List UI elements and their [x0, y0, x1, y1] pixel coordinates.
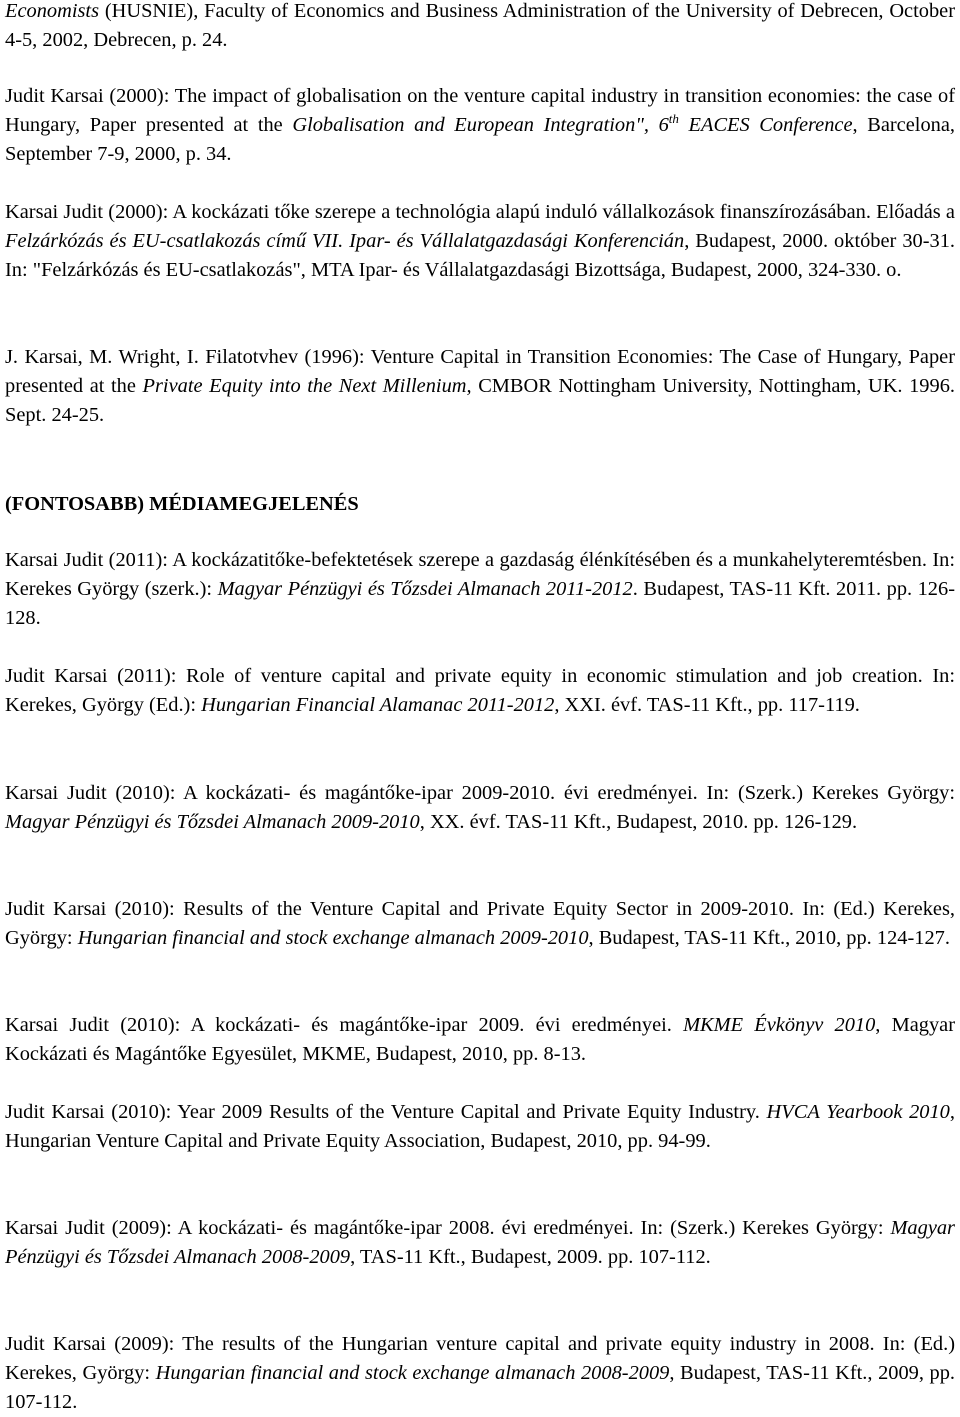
entry-text: , TAS-11 Kft., Budapest, 2009. pp. 107-112.	[350, 1246, 711, 1268]
entry-italic-title: Private Equity into the Next Millenium,	[142, 375, 472, 397]
entry-superscript: th	[668, 111, 679, 127]
entry-text: , Barcelona, September 7-9, 2000, p. 34.	[5, 114, 955, 165]
entry-text: Judit Karsai (2010): Results of the Venture Capital and Private Equity Sector in 2009-2010. In: (Ed.) Kerekes, György:	[5, 898, 955, 949]
entry-text: Judit Karsai (2010): Year 2009 Results of the Venture Capital and Private Equity Industry.	[5, 1101, 767, 1123]
media-entry	[5, 1011, 955, 1069]
media-entry	[5, 1330, 955, 1417]
entry-text: , XX. évf. TAS-11 Kft., Budapest, 2010. pp. 126-129.	[419, 811, 858, 833]
entry-italic-title: Hungarian Financial Alamanac 2011-2012	[201, 694, 555, 716]
media-entry	[5, 546, 955, 633]
entry-text: , Budapest, 2000. október 30-31. In: "Felzárkózás és EU-csatlakozás", MTA Ipar- és Vállalatgazdasági Bizottsága, Budapest, 2000, 324-330. o.	[5, 230, 955, 281]
reference-entry	[5, 82, 955, 169]
entry-italic-title: Globalisation and European Integration", 6	[292, 114, 669, 136]
media-entry	[5, 779, 955, 837]
entry-italic-title: Magyar Pénzügyi és Tőzsdei Almanach 2009-2010	[5, 811, 420, 833]
entry-italic-title: MKME Évkönyv 2010	[683, 1014, 876, 1036]
section-heading: (FONTOSABB) MÉDIAMEGJELENÉS	[5, 493, 359, 515]
entry-text: , Budapest, TAS-11 Kft., 2009, pp. 107-112.	[5, 1362, 956, 1413]
entry-text: CMBOR Nottingham University, Nottingham, UK. 1996. Sept. 24-25.	[5, 375, 955, 426]
reference-entry	[5, 198, 955, 285]
entry-text: Karsai Judit (2011): A kockázatitőke-befektetések szerepe a gazdaság élénkítésében és a munkahelyteremtésben. In: Kerekes György (szerk.):	[5, 549, 955, 600]
entry-text: . Budapest, TAS-11 Kft. 2011. pp. 126-128.	[5, 578, 955, 629]
entry-text: Karsai Judit (2010): A kockázati- és magántőke-ipar 2009. évi eredményei.	[5, 1014, 684, 1036]
entry-text: (HUSNIE), Faculty of Economics and Business Administration of the University of Debrecen, October 4-5, 2002, Debrecen, p. 24.	[5, 0, 955, 51]
entry-italic-title: Magyar Pénzügyi és Tőzsdei Almanach 2008-2009	[5, 1217, 955, 1268]
entry-text: , Magyar Kockázati és Magántőke Egyesület, MKME, Budapest, 2010, pp. 8-13.	[5, 1014, 955, 1065]
entry-italic-title: Hungarian financial and stock exchange almanach 2008-2009	[155, 1362, 670, 1384]
entry-text: , Hungarian Venture Capital and Private Equity Association, Budapest, 2010, pp. 94-99.	[5, 1101, 955, 1152]
media-entry	[5, 662, 955, 720]
media-entry	[5, 895, 955, 953]
entry-text: Karsai Judit (2000): A kockázati tőke szerepe a technológia alapú induló vállalkozások finanszírozásában. Előadás a	[5, 201, 955, 223]
entry-text: Karsai Judit (2010): A kockázati- és magántőke-ipar 2009-2010. évi eredményei. In: (Szerk.) Kerekes György:	[5, 782, 955, 804]
entry-text: Judit Karsai (2011): Role of venture capital and private equity in economic stimulation and job creation. In: Kerekes, György (Ed.):	[5, 665, 955, 716]
entry-italic-title: Economists	[5, 0, 100, 22]
entry-text: J. Karsai, M. Wright, I. Filatotvhev (1996): Venture Capital in Transition Economies: The Case of Hungary, Paper presented at the	[5, 346, 955, 397]
entry-italic-title: Hungarian financial and stock exchange almanach 2009-2010	[77, 927, 589, 949]
reference-entry	[5, 343, 955, 430]
entry-text: , Budapest, TAS-11 Kft., 2010, pp. 124-127.	[588, 927, 950, 949]
entry-italic-title: EACES Conference	[678, 114, 853, 136]
entry-italic-title: Felzárkózás és EU-csatlakozás című VII. Ipar- és Vállalatgazdasági Konferencián	[5, 230, 685, 252]
entry-text: Judit Karsai (2009): The results of the Hungarian venture capital and private equity industry in 2008. In: (Ed.) Kerekes, György:	[5, 1333, 955, 1384]
entry-text: , XXI. évf. TAS-11 Kft., pp. 117-119.	[554, 694, 860, 716]
media-entry	[5, 1098, 955, 1156]
entry-text: Judit Karsai (2000): The impact of globalisation on the venture capital industry in transition economies: the case of Hungary, Paper presented at the	[5, 85, 955, 136]
media-entry	[5, 1214, 955, 1272]
entry-text: Karsai Judit (2009): A kockázati- és magántőke-ipar 2008. évi eredményei. In: (Szerk.) Kerekes György:	[5, 1217, 891, 1239]
entry-italic-title: Magyar Pénzügyi és Tőzsdei Almanach 2011-2012	[217, 578, 633, 600]
entry-italic-title: HVCA Yearbook 2010	[766, 1101, 950, 1123]
reference-entry	[5, 0, 955, 55]
